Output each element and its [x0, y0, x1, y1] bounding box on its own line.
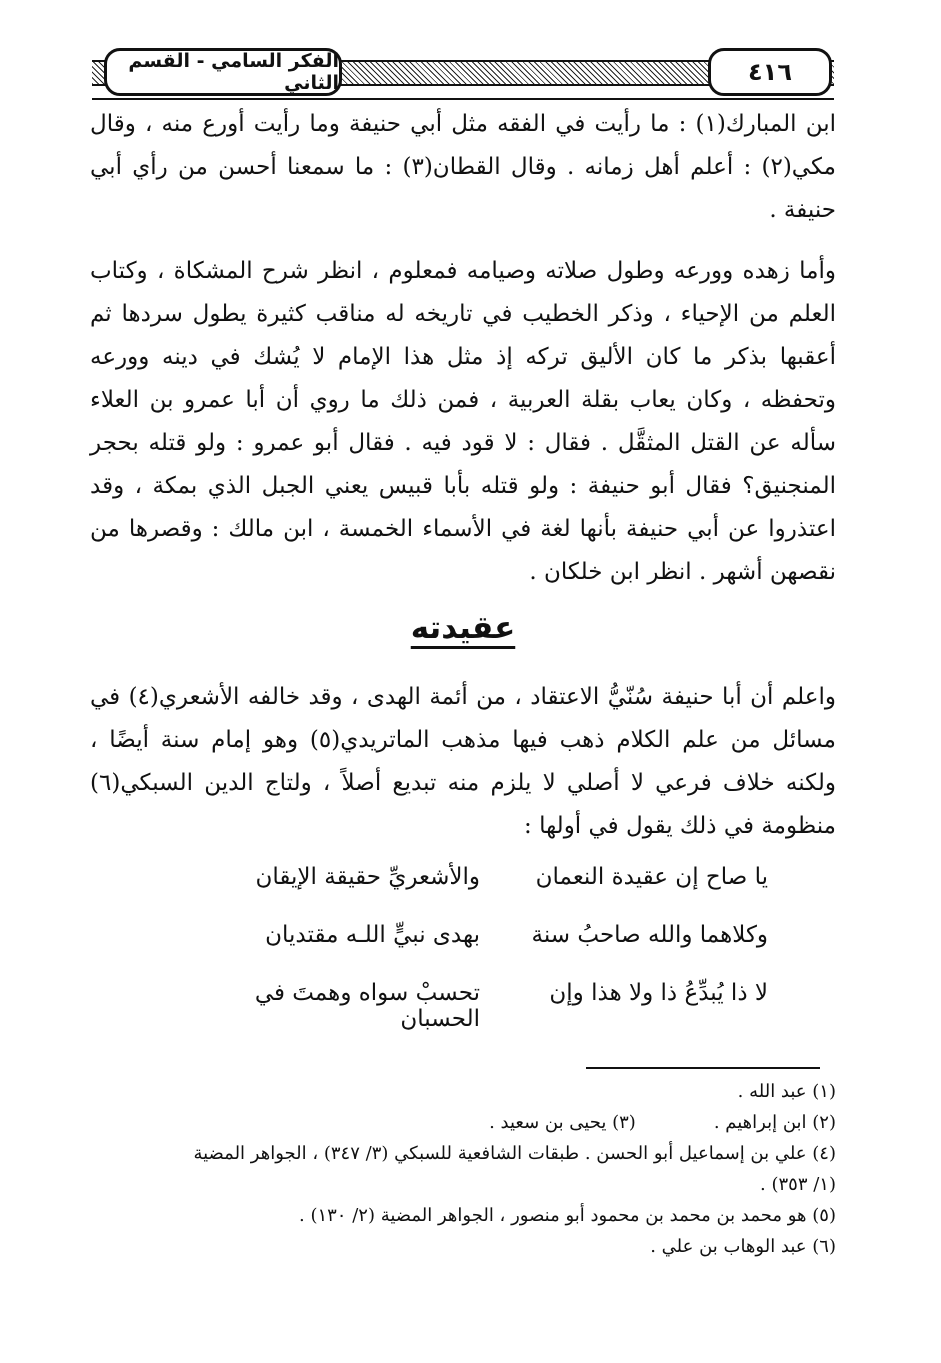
poem-first-hemistich: لا ذا يُبدِّعُ ذا ولا هذا وإن — [549, 980, 768, 1006]
poem-first-hemistich: يا صاح إن عقيدة النعمان — [535, 864, 768, 890]
poem-first-hemistich: وكلاهما والله صاحبُ سنة — [531, 922, 768, 948]
footnote-2: (٢) ابن إبراهيم . — [713, 1112, 836, 1133]
footnote-5: (٥) هو محمد بن محمد بن محمود أبو منصور ، الجواهر المضية (٢/ ١٣٠) . — [299, 1205, 836, 1226]
paragraph-2: وأما زهده وورعه وطول صلاته وصيامه فمعلوم ، انظر شرح المشكاة ، وكتاب العلم من الإحياء ، وذكر الخطيب في تاريخه له مناقب كثيرة يطول سردها ثم أعقبها بذكر ما كان الأليق تركه إذ مثل هذا الإمام لا يُشك في دينه وورعه وتحفظه ، وكان يعاب بقلة العربية ، فمن ذلك ما روي أن أبا عمرو بن العلاء سأله عن القتل المثقَّل . فقال : لا قود فيه . فقال أبو عمرو : ولو قتله بحجر المنجنيق؟ فقال أبو حنيفة : ولو قتله بأبا قبيس يعني الجبل الذي بمكة ، وقد اعتذروا عن أبي حنيفة بأنها لغة في الأسماء الخمسة ، ابن مالك : وقصرها من نقصهن أشهر . انظر ابن خلكان . — [90, 258, 836, 585]
page-number: ٤١٦ — [708, 48, 832, 96]
paragraph-3: واعلم أن أبا حنيفة سُنّيُّ الاعتقاد ، من أئمة الهدى ، وقد خالفه الأشعري(٤) في مسائل من علم الكلام ذهب فيها مذهب الماتريدي(٥) وهو إمام سنة أيضًا ، ولكنه خلاف فرعي لا أصلي لا يلزم منه تبديع أصلاً ، ولتاج الدين السبكي(٦) منظومة في ذلك يقول في أولها : — [90, 684, 836, 839]
poem-verse — [90, 974, 836, 1032]
footnote-6: (٦) عبد الوهاب بن علي . — [650, 1236, 836, 1257]
footnote-1: (١) عبد الله . — [737, 1081, 836, 1102]
footnote-4: (٤) علي بن إسماعيل أبو الحسن . طبقات الشافعية للسبكي (٣/ ٣٤٧) ، الجواهر المضية — [193, 1143, 836, 1164]
running-title: الفكر السامي - القسم الثاني — [104, 48, 342, 96]
poem-second-hemistich: تحسبْ سواه وهمتَ في الحسبان — [254, 980, 480, 1032]
poem-verse — [90, 858, 836, 916]
poem-verse — [90, 916, 836, 974]
poem-second-hemistich: والأشعريِّ حقيقة الإيقان — [255, 864, 480, 890]
paragraph-1: ابن المبارك(١) : ما رأيت في الفقه مثل أبي حنيفة وما رأيت أورع منه ، وقال مكي(٢) : أعلم أهل زمانه . وقال القطان(٣) : ما سمعنا أحسن من رأي أبي حنيفة . — [90, 111, 836, 223]
poem — [90, 858, 836, 1032]
footnote-pair — [90, 1107, 836, 1138]
footnotes — [90, 1076, 836, 1262]
header-rule — [92, 98, 834, 100]
section-heading: عقيدته — [410, 610, 516, 646]
poem-second-hemistich: بهدى نبيٍّ اللـه مقتديان — [265, 922, 480, 948]
page-header — [92, 44, 834, 100]
footnote-separator — [586, 1067, 820, 1069]
footnote-3: (٣) يحيى بن سعيد . — [489, 1112, 636, 1133]
footnote-4-continued: (١/ ٣٥٣) . — [760, 1174, 836, 1195]
